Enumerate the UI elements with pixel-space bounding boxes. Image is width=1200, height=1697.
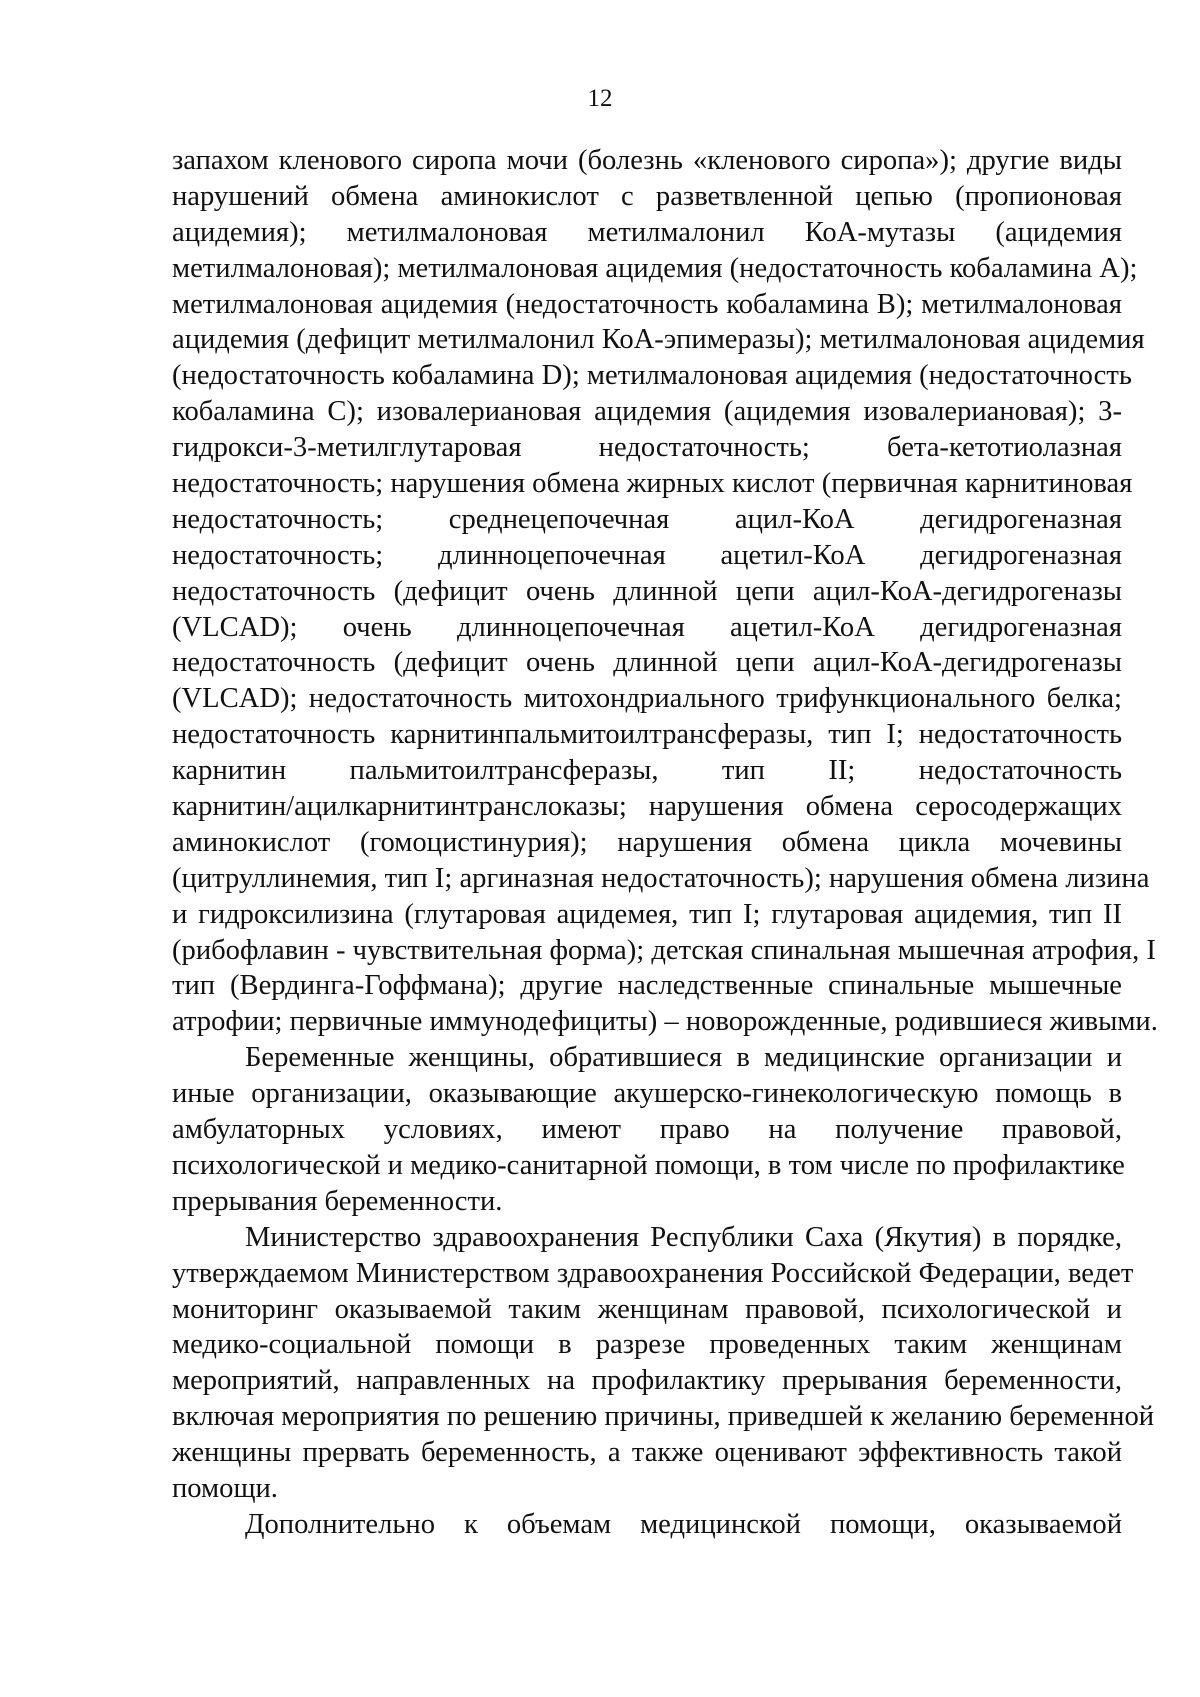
text-line: медико-социальной помощи в разрезе проведенных таким женщинам	[172, 1329, 1122, 1361]
text-line: ацидемия); метилмалоновая метилмалонил КоА-мутазы (ацидемия	[172, 216, 1122, 248]
text-line: (рибофлавин - чувствительная форма); детская спинальная мышечная атрофия, I	[172, 934, 1156, 966]
text-line: карнитин/ацилкарнитинтранслоказы; нарушения обмена серосодержащих	[172, 791, 1122, 823]
text-line: недостаточность; нарушения обмена жирных кислот (первичная карнитиновая	[172, 468, 1133, 500]
text-line: запахом кленового сиропа мочи (болезнь «кленового сиропа»); другие виды	[172, 145, 1122, 176]
body-text	[172, 143, 1158, 1543]
text-line: аминокислот (гомоцистинурия); нарушения обмена цикла мочевины	[172, 826, 1122, 858]
text-line: атрофии; первичные иммунодефициты) – новорожденные, родившиеся живыми.	[172, 1006, 1158, 1038]
text-line: помощи.	[172, 1472, 278, 1504]
text-line: недостаточность карнитинпальмитоилтрансферазы, тип I; недостаточность	[172, 719, 1122, 751]
text-line: недостаточность; длинноцепочечная ацетил-КоА дегидрогеназная	[172, 539, 1122, 571]
text-line: (VLCAD); очень длинноцепочечная ацетил-КоА дегидрогеназная	[172, 611, 1122, 643]
text-line: амбулаторных условиях, имеют право на получение правовой,	[172, 1114, 1122, 1146]
text-line: недостаточность (дефицит очень длинной цепи ацил-КоА-дегидрогеназы	[172, 647, 1122, 679]
text-line: кобаламина С); изовалериановая ацидемия (ацидемия изовалериановая); 3-	[172, 396, 1122, 428]
text-line: карнитин пальмитоилтрансферазы, тип II; недостаточность	[172, 755, 1122, 787]
text-line: недостаточность; среднецепочечная ацил-КоА дегидрогеназная	[172, 503, 1122, 535]
text-line: тип (Вердинга-Гоффмана); другие наследственные спинальные мышечные	[172, 970, 1122, 1002]
text-line: Дополнительно к объемам медицинской помощи, оказываемой	[245, 1508, 1122, 1540]
text-line: и гидроксилизина (глутаровая ацидемея, тип I; глутаровая ацидемия, тип II	[172, 898, 1122, 930]
text-line: гидрокси-3-метилглутаровая недостаточность; бета-кетотиолазная	[172, 432, 1122, 464]
text-line: включая мероприятия по решению причины, приведшей к желанию беременной	[172, 1401, 1155, 1433]
text-line: Беременные женщины, обратившиеся в медицинские организации и	[245, 1042, 1122, 1074]
text-line: прерывания беременности.	[172, 1185, 503, 1217]
text-line: метилмалоновая ацидемия (недостаточность кобаламина В); метилмалоновая	[172, 288, 1122, 320]
text-line: недостаточность (дефицит очень длинной цепи ацил-КоА-дегидрогеназы	[172, 575, 1122, 607]
text-line: нарушений обмена аминокислот с разветвленной цепью (пропионовая	[172, 180, 1122, 212]
text-line: утверждаемом Министерством здравоохранения Российской Федерации, ведет	[172, 1257, 1134, 1289]
text-line: иные организации, оказывающие акушерско-гинекологическую помощь в	[172, 1078, 1122, 1110]
text-line: мониторинг оказываемой таким женщинам правовой, психологической и	[172, 1293, 1122, 1325]
page-number: 12	[587, 85, 613, 112]
text-line: (VLCAD); недостаточность митохондриального трифункционального белка;	[172, 683, 1122, 715]
text-line: психологической и медико-санитарной помощи, в том числе по профилактике	[172, 1149, 1125, 1181]
text-line: мероприятий, направленных на профилактику прерывания беременности,	[172, 1365, 1122, 1397]
text-line: женщины прервать беременность, а также оценивают эффективность такой	[172, 1437, 1122, 1469]
text-line: метилмалоновая); метилмалоновая ацидемия (недостаточность кобаламина А);	[172, 252, 1138, 284]
text-line: (недостаточность кобаламина D); метилмалоновая ацидемия (недостаточность	[172, 360, 1132, 392]
text-line: ацидемия (дефицит метилмалонил КоА-эпимеразы); метилмалоновая ацидемия	[172, 324, 1145, 356]
text-line: (цитруллинемия, тип I; аргиназная недостаточность); нарушения обмена лизина	[172, 862, 1150, 894]
text-line: Министерство здравоохранения Республики Саха (Якутия) в порядке,	[245, 1221, 1122, 1253]
